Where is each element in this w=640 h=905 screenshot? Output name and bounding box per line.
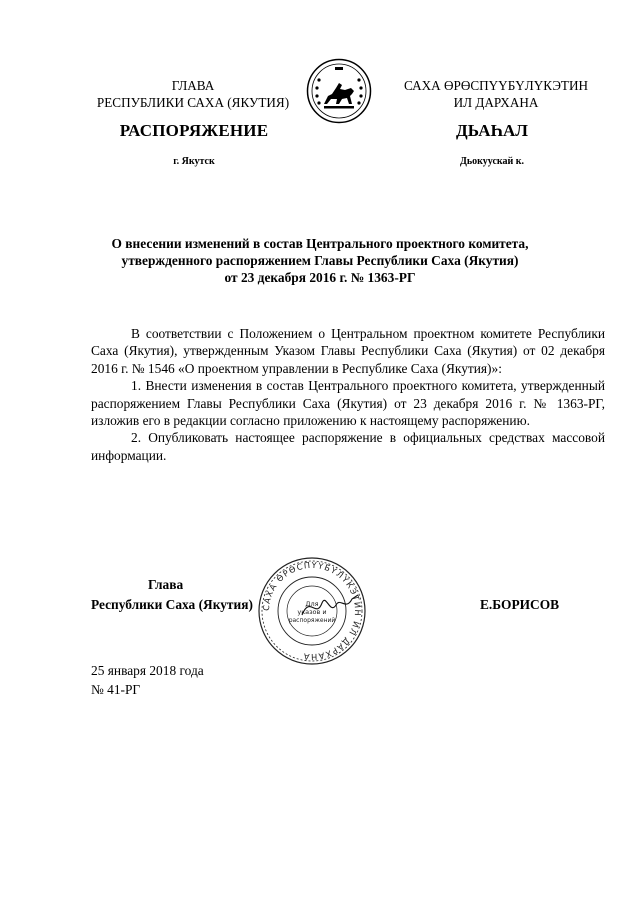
signatory-name: Е.БОРИСОВ — [480, 597, 560, 612]
coat-of-arms-emblem — [306, 58, 372, 124]
subject-line1: О внесении изменений в состав Центрального проектного комитета, — [111, 236, 529, 251]
document-number: № 41-РГ — [91, 682, 141, 697]
header-left-line1: ГЛАВА — [171, 78, 215, 93]
body-item-1: 1. Внести изменения в состав Центрального проектного комитета, утвержденный распоряжением Главы Республики Саха (Якутия) от 23 декабря 2016 г. № 1363-РГ, изложив его в редакции согласно приложению к настоящему распоряжению. — [91, 378, 605, 429]
stamp-center-line1: Для — [305, 600, 319, 608]
doc-type-sakha: ДЬАҺАЛ — [456, 121, 528, 140]
city-ru: г. Якутск — [173, 156, 215, 167]
signatory-title-line2: Республики Саха (Якутия) — [91, 597, 253, 612]
header-right-line1: САХА ӨРӨСПҮҮБҮЛҮКЭТИН — [403, 78, 589, 93]
header-left — [78, 77, 308, 111]
body-item-2: 2. Опубликовать настоящее распоряжение в официальных средствах массовой информации. — [91, 430, 605, 463]
stamp-ring-text: САХА ӨРӨСПҮҮБҮЛҮКЭТИН ИЛ ДАРХАНА — [260, 559, 364, 663]
doc-type-ru: РАСПОРЯЖЕНИЕ — [119, 121, 269, 140]
handwritten-signature — [300, 585, 360, 625]
document-date: 25 января 2018 года — [91, 663, 204, 678]
header-right-line2: ИЛ ДАРХАНА — [453, 95, 539, 110]
subject-line3: от 23 декабря 2016 г. № 1363-РГ — [224, 270, 416, 285]
header-left-line2: РЕСПУБЛИКИ САХА (ЯКУТИЯ) — [96, 95, 290, 110]
document-subject — [80, 235, 560, 286]
stamp-center-line3: распоряжений — [288, 617, 336, 624]
body-preamble: В соответствии с Положением о Центральном проектном комитете Республики Саха (Якутия), утвержденным Указом Главы Республики Саха (Якутия) от 02 декабря 2016 г. № 1546 «О проектном управлении в Республике Саха (Якутия)»: — [91, 326, 605, 376]
subject-line2: утвержденного распоряжением Главы Республики Саха (Якутия) — [121, 253, 519, 268]
city-sakha: Дьокуускай к. — [459, 156, 525, 167]
signatory-title-line1: Глава — [148, 577, 184, 592]
document-body — [91, 325, 605, 464]
stamp-center-line2: указов и — [297, 608, 327, 616]
header-right — [380, 77, 612, 111]
